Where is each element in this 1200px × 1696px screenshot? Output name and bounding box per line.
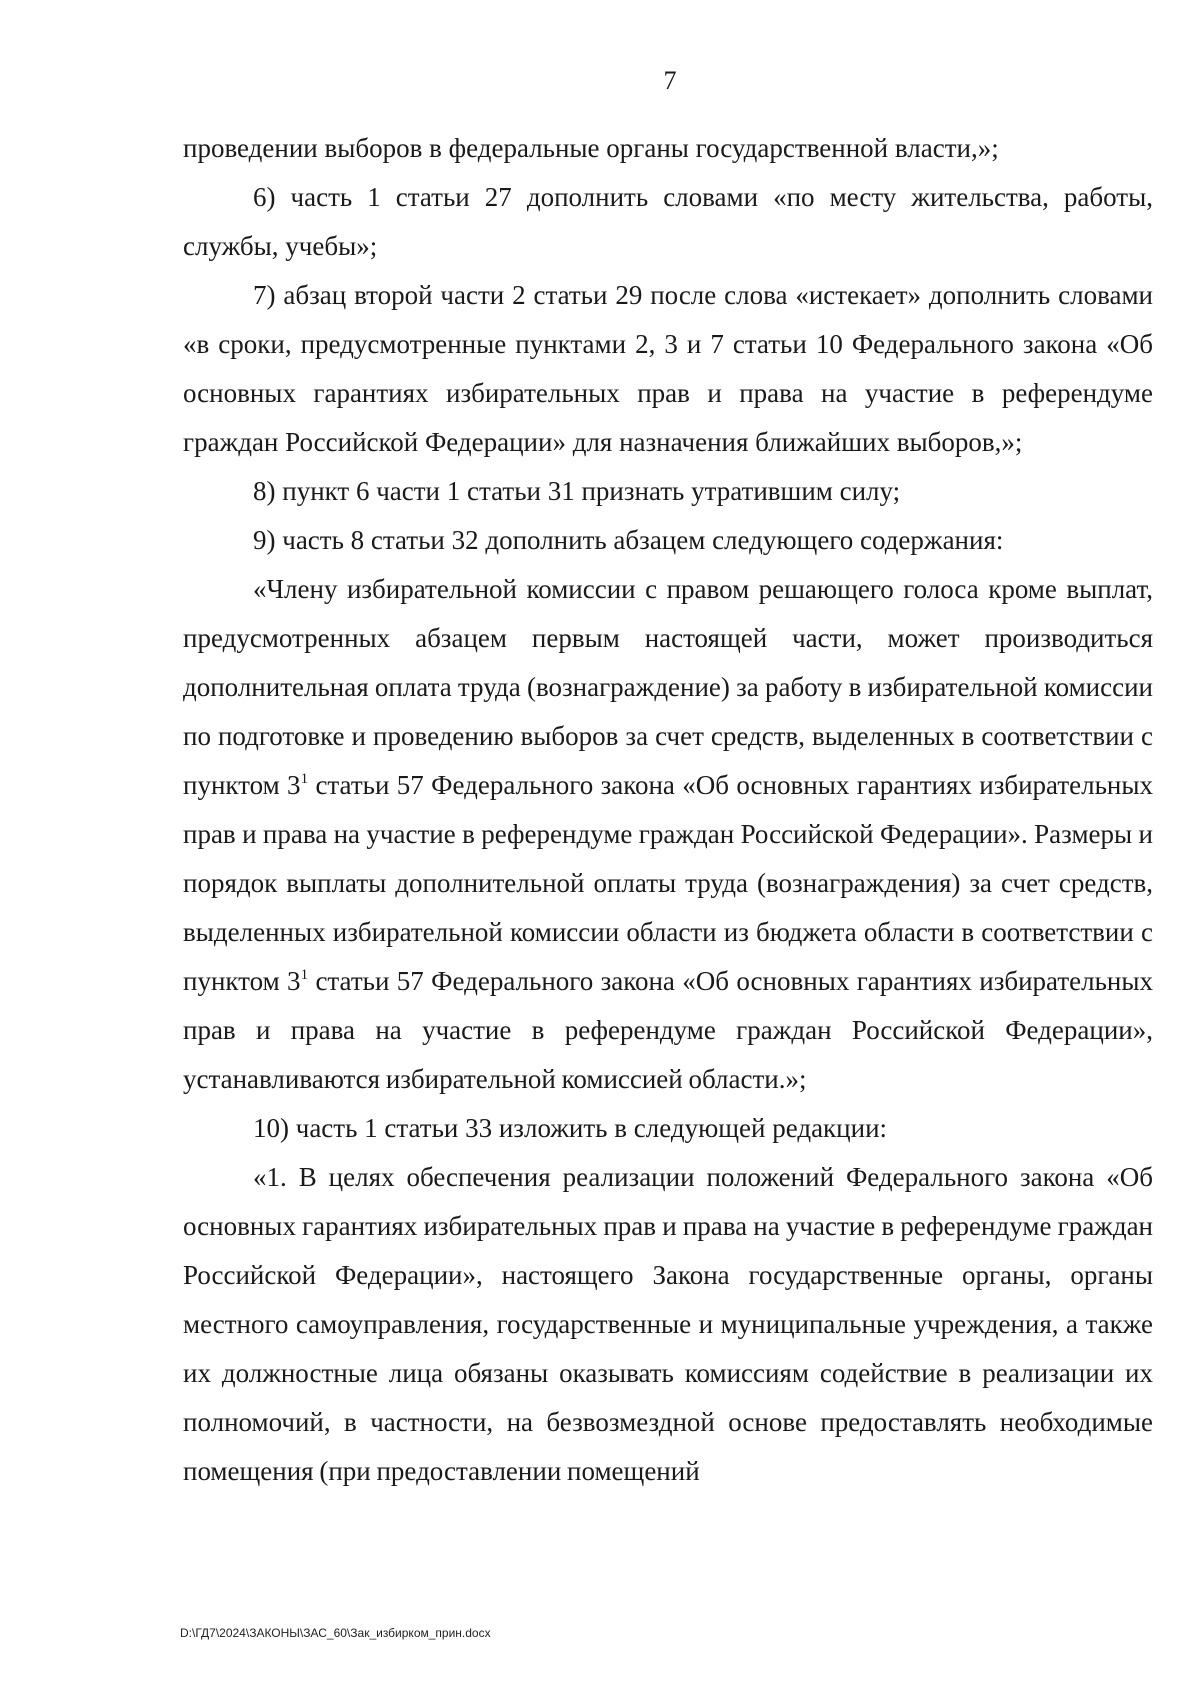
paragraph-item-9: 9) часть 8 статьи 32 дополнить абзацем следующего содержания: — [253, 525, 1004, 555]
superscript-index: 1 — [300, 771, 309, 787]
paragraph-item-7: 7) абзац второй части 2 статьи 29 после слова «истекает» дополнить словами «в сроки, предусмотренные пунктами 2, 3 и 7 статьи 10 Федерального закона «Об основных гарантиях избирательных прав и права на участие в референдуме граждан Российской Федерации» для назначения ближайших выборов,»; — [183, 280, 1153, 457]
page-number: 7 — [663, 66, 677, 95]
quoted-text-part-3: статьи 57 Федерального закона «Об основных гарантиях избирательных прав и права на участие в референдуме граждан Российской Федерации», устанавливаются избирательной комиссией области.»; — [183, 966, 1153, 1094]
quoted-text-part-2: статьи 57 Федерального закона «Об основных гарантиях избирательных прав и права на участие в референдуме граждан Российской Федерации». Размеры и порядок выплаты дополнительной оплаты труда (вознаграждения) за счет средств, выделенных избирательной комиссии области из бюджета области в соответствии с пунктом 3 — [183, 770, 1153, 996]
paragraph-quoted-amendment — [183, 565, 1153, 1104]
paragraph-new-wording: «1. В целях обеспечения реализации положений Федерального закона «Об основных гарантиях избирательных прав и права на участие в референдуме граждан Российской Федерации», настоящего Закона государственные органы, органы местного самоуправления, государственные и муниципальные учреждения, а также их должностные лица обязаны оказывать комиссиям содействие в реализации их полномочий, в частности, на безвозмездной основе предоставлять необходимые помещения (при предоставлении помещений — [183, 1162, 1153, 1486]
paragraph-item-8: 8) пункт 6 части 1 статьи 31 признать утратившим силу; — [253, 476, 901, 506]
footer-file-path: D:\ГД7\2024\ЗАКОНЫ\ЗАС_60\Зак_избирком_прин.docx — [180, 1626, 491, 1640]
superscript-index: 1 — [300, 967, 309, 983]
document-body — [183, 124, 1153, 1496]
paragraph-item-6: 6) часть 1 статьи 27 дополнить словами «по месту жительства, работы, службы, учебы»; — [183, 182, 1153, 261]
paragraph-item-10: 10) часть 1 статьи 33 изложить в следующей редакции: — [253, 1113, 888, 1143]
quoted-text-part-1: «Члену избирательной комиссии с правом решающего голоса кроме выплат, предусмотренных абзацем первым настоящей части, может производиться дополнительная оплата труда (вознаграждение) за работу в избирательной комиссии по подготовке и проведению выборов за счет средств, выделенных в соответствии с пунктом 3 — [183, 574, 1153, 800]
paragraph-continuation: проведении выборов в федеральные органы государственной власти,»; — [183, 133, 999, 163]
